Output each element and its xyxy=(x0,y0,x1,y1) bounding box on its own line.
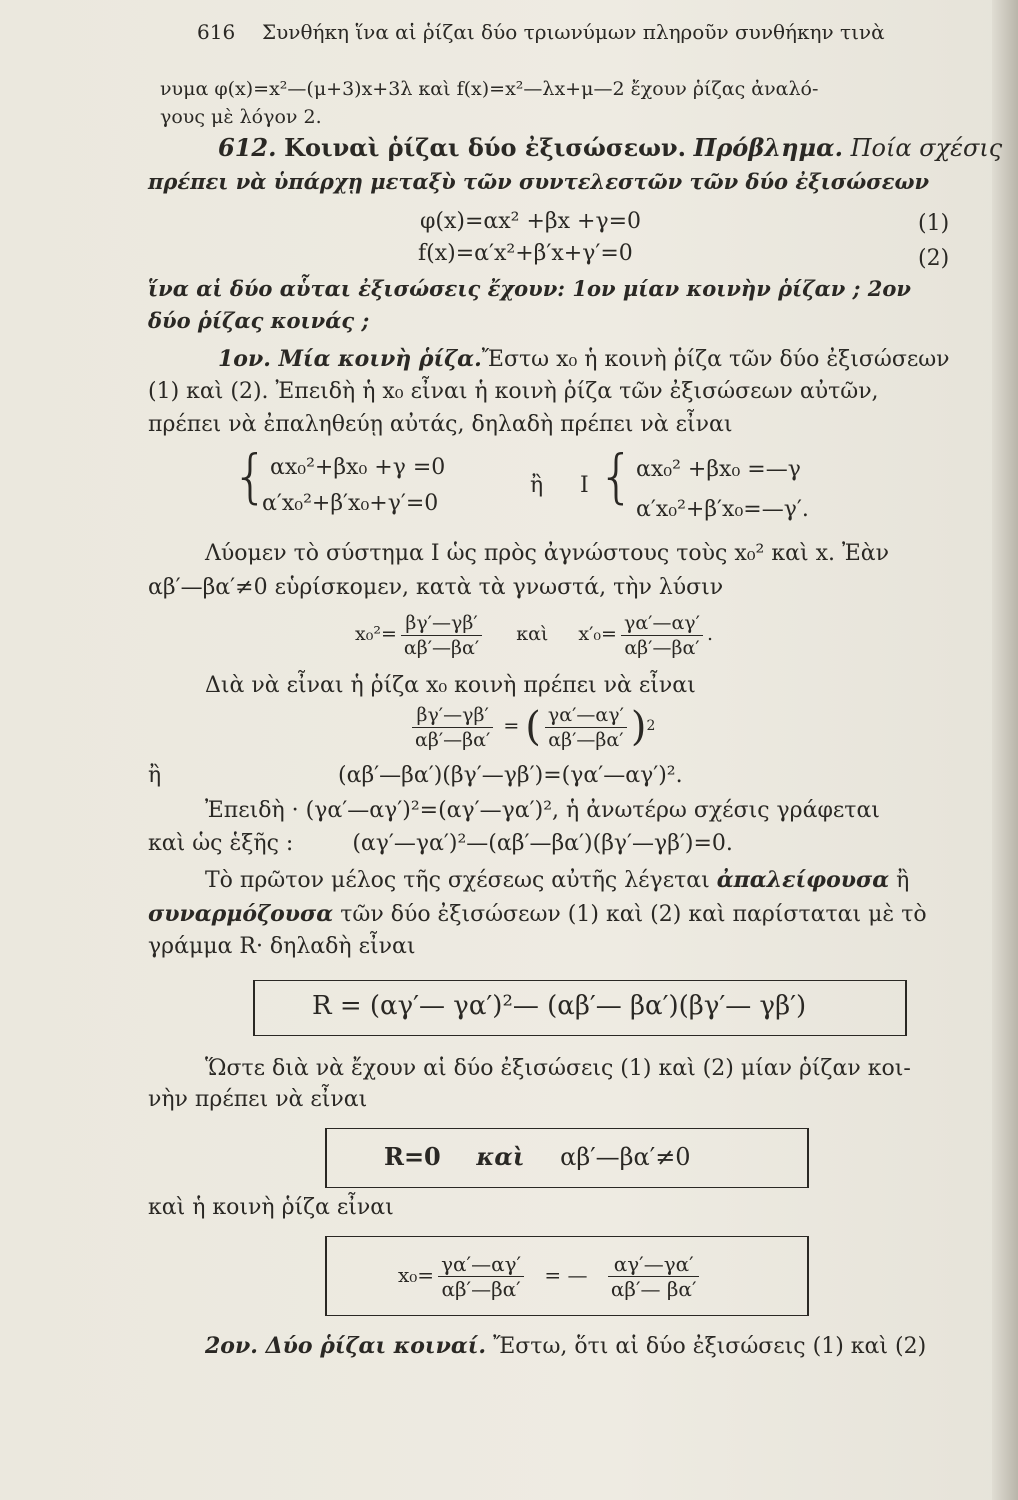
problem-text: Ποία σχέσις xyxy=(850,134,1003,162)
left-brace: { xyxy=(598,442,635,510)
text-line xyxy=(148,900,927,929)
exponent: 2 xyxy=(646,718,656,734)
fraction xyxy=(438,1252,524,1301)
denominator: αβ′—βα′ xyxy=(403,636,480,659)
numerator: βγ′—γβ′ xyxy=(401,611,482,636)
equation-1: φ(x)=αx² +βx +γ=0 xyxy=(420,209,642,234)
fraction xyxy=(621,611,703,660)
fraction xyxy=(401,611,482,660)
fraction xyxy=(608,1252,700,1301)
text-line: Ὥστε διὰ νὰ ἔχουν αἱ δύο ἐξισώσεις (1) καὶ (2) μίαν ῥίζαν κοι- xyxy=(205,1056,911,1081)
section-number: 612. xyxy=(218,133,277,162)
numerator: γα′—αγ′ xyxy=(621,611,703,636)
denominator: αβ′—βα′ xyxy=(548,728,624,751)
denominator: αβ′— βα′ xyxy=(610,1277,697,1301)
system-equation: α′x₀²+β′x₀+γ′=0 xyxy=(262,491,439,516)
denominator: αβ′—βα′ xyxy=(441,1277,521,1301)
text-line: Διὰ νὰ εἶναι ἡ ῥίζα x₀ κοινὴ πρέπει νὰ εἶναι xyxy=(205,673,696,698)
system-equation: αx₀²+βx₀ +γ =0 xyxy=(270,455,446,480)
text-line xyxy=(148,830,733,858)
problem-label: Πρόβλημα. xyxy=(693,133,843,162)
resultant-formula: R = (αγ′— γα′)²— (αβ′— βα′)(βγ′— γβ′) xyxy=(312,991,807,1021)
condition-formula xyxy=(384,1143,691,1171)
solution-formula xyxy=(355,610,713,660)
system-equation: α′x₀²+β′x₀=—γ′. xyxy=(636,497,809,522)
lhs: x′₀= xyxy=(578,623,617,645)
equation-number: (1) xyxy=(918,211,950,236)
equation-2: f(x)=α′x²+β′x+γ′=0 xyxy=(418,241,633,266)
text-line: Λύομεν τὸ σύστημα I ὡς πρὸς ἀγνώστους τοὺς x₀² καὶ x. Ἐὰν xyxy=(205,541,889,566)
root-formula xyxy=(398,1248,703,1302)
running-title: Συνθήκη ἵνα αἱ ῥίζαι δύο τριωνύμων πληροῦν συνθήκην τινὰ xyxy=(262,20,885,44)
text-line: (1) καὶ (2). Ἐπειδὴ ἡ x₀ εἶναι ἡ κοινὴ ῥίζα τῶν ἐξισώσεων αὐτῶν, xyxy=(148,379,879,404)
condition-formula: $\frac{\beta\gamma'—\gamma\beta'}{\alpha\beta'—\beta\alpha'}$ = ( $\frac{\gamma\alpha'—\alpha\gamma'}{\alpha\beta'—\beta\alpha'}$ )$^2$ xyxy=(408,700,655,753)
left-brace: { xyxy=(232,442,269,510)
question-text: 1ον μίαν κοινὴν ῥίζαν ; 2ον xyxy=(572,276,911,301)
text-line xyxy=(205,1332,926,1361)
equals: = — xyxy=(544,1263,588,1287)
question-line xyxy=(148,275,911,303)
denominator: αβ′—βα′ xyxy=(415,728,491,751)
formula: αβ′—βα′≠0 xyxy=(560,1143,691,1171)
equation: (αβ′—βα′)(βγ′—γβ′)=(γα′—αγ′)². xyxy=(338,763,683,788)
subheading: 2ον. Δύο ῥίζαι κοιναί. xyxy=(205,1333,487,1359)
lhs: x₀²= xyxy=(355,623,397,645)
text: Ἔστω, ὅτι αἱ δύο ἐξισώσεις (1) καὶ (2) xyxy=(493,1334,927,1359)
text-line: γους μὲ λόγον 2. xyxy=(160,106,322,128)
text-line xyxy=(205,866,909,895)
numerator: γα′—αγ′ xyxy=(438,1252,524,1277)
text: ἢ xyxy=(896,868,910,893)
text-line: πρέπει νὰ ἐπαληθεύῃ αὐτάς, δηλαδὴ πρέπει νὰ εἶναι xyxy=(148,412,733,437)
formula: R=0 xyxy=(384,1142,441,1171)
text-line: νὴν πρέπει νὰ εἶναι xyxy=(148,1087,368,1112)
question-line: δύο ῥίζας κοινάς ; xyxy=(148,308,370,333)
problem-text: πρέπει νὰ ὑπάρχῃ μεταξὺ τῶν συντελεστῶν τῶν δύο ἐξισώσεων xyxy=(148,169,930,194)
fraction xyxy=(545,703,627,752)
text-line xyxy=(218,345,950,374)
question-text: ἵνα αἱ δύο αὗται ἐξισώσεις ἔχουν: xyxy=(148,276,566,301)
and-text: καὶ xyxy=(516,623,549,645)
term: ἀπαλείφουσα xyxy=(716,867,890,893)
text-line: νυμα φ(x)=x²—(μ+3)x+3λ καὶ f(x)=x²—λx+μ—2 ἔχουν ῥίζας ἀναλό- xyxy=(160,78,819,100)
text-line: γράμμα R· δηλαδὴ εἶναι xyxy=(148,934,416,959)
page-spine-shadow xyxy=(992,0,1018,1500)
equation: (αγ′—γα′)²—(αβ′—βα′)(βγ′—γβ′)=0. xyxy=(352,831,733,856)
numerator: γα′—αγ′ xyxy=(545,703,627,728)
text-line: αβ′—βα′≠0 εὑρίσκομεν, κατὰ τὰ γνωστά, τὴν λύσιν xyxy=(148,575,724,600)
system-label: I xyxy=(580,473,589,498)
fraction xyxy=(412,703,493,752)
or-text: ἢ xyxy=(530,473,544,498)
section-heading xyxy=(218,134,1002,162)
text: καὶ ὡς ἑξῆς : xyxy=(148,831,294,856)
equation-number: (2) xyxy=(918,246,950,271)
or-text: ἢ xyxy=(148,763,162,788)
system-equation: αx₀² +βx₀ =—γ xyxy=(636,457,801,482)
numerator: αγ′—γα′ xyxy=(608,1252,700,1277)
equals: = xyxy=(503,715,520,737)
and-text: καὶ xyxy=(476,1142,525,1171)
text: τῶν δύο ἐξισώσεων (1) καὶ (2) καὶ παρίσταται μὲ τὸ xyxy=(340,902,927,927)
page-number: 616 xyxy=(197,20,236,44)
term: συναρμόζουσα xyxy=(148,901,334,927)
subheading: 1ον. Μία κοινὴ ῥίζα. xyxy=(218,346,482,372)
lhs: x₀= xyxy=(398,1263,435,1287)
numerator: βγ′—γβ′ xyxy=(412,703,493,728)
section-title: Κοιναὶ ῥίζαι δύο ἐξισώσεων. xyxy=(284,133,687,162)
denominator: αβ′—βα′ xyxy=(624,636,700,659)
period: . xyxy=(706,623,714,645)
text-line: Ἐπειδὴ · (γα′—αγ′)²=(αγ′—γα′)², ἡ ἀνωτέρω σχέσις γράφεται xyxy=(205,798,880,823)
text: Ἔστω x₀ ἡ κοινὴ ῥίζα τῶν δύο ἐξισώσεων xyxy=(481,347,950,372)
text-line: καὶ ἡ κοινὴ ῥίζα εἶναι xyxy=(148,1195,394,1220)
text: Τὸ πρῶτον μέλος τῆς σχέσεως αὐτῆς λέγεται xyxy=(205,868,710,893)
